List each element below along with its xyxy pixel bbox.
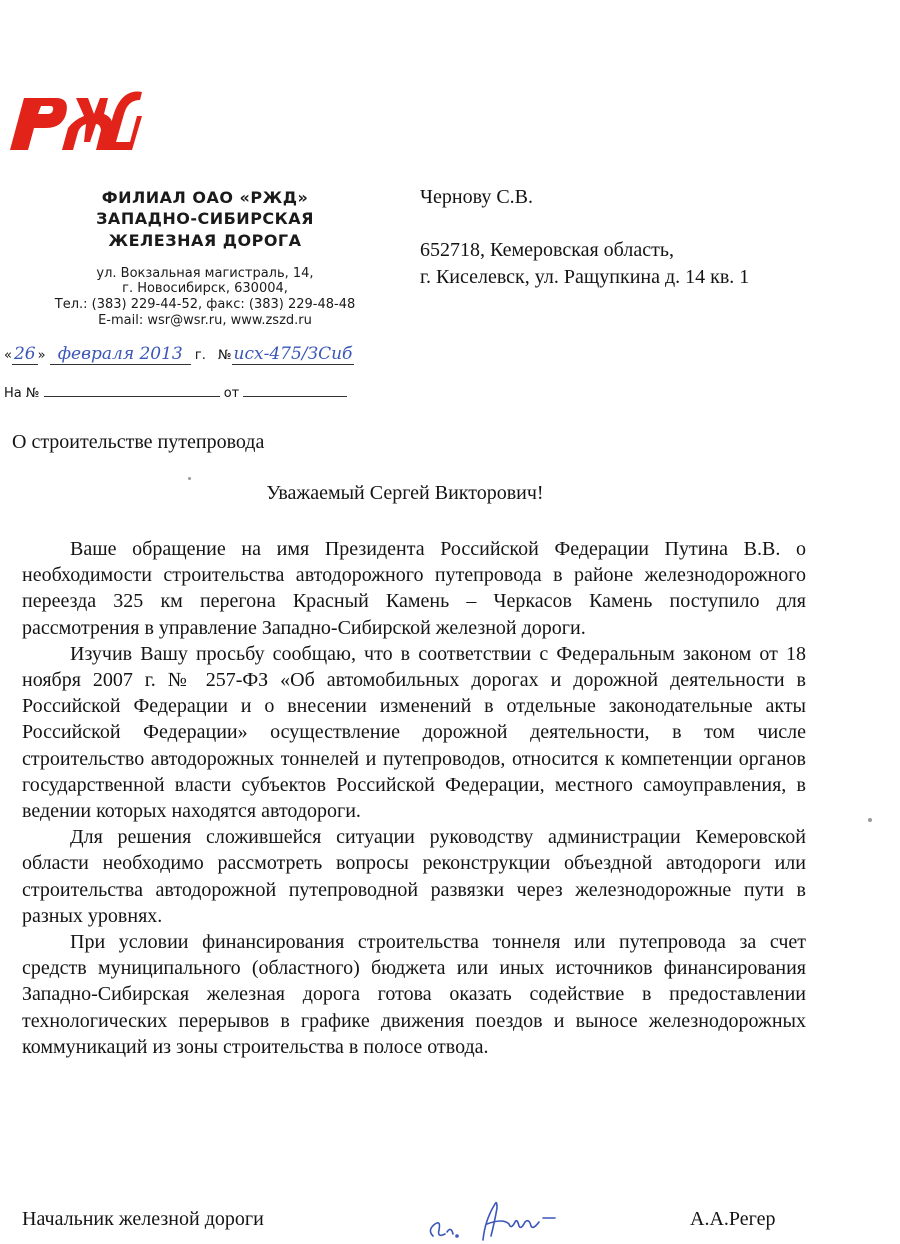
date-year-suffix: г. — [194, 348, 206, 363]
outgoing-number: исх-475/ЗСиб — [233, 344, 353, 364]
body-paragraph: Изучив Вашу просьбу сообщаю, что в соответствии с Федеральным законом от 18 ноября 2007 г. № 257-ФЗ «Об автомобильных дорогах и дорожной деятельности в Российской Федерации и о внесении изменений в отдельные законодательные акты Российской Федерации» осуществление дорожной деятельности, в том числе строительство автодорожных тоннелей и путепроводов, относится к компетенции органов государственной власти субъектов Российской Федерации, местного самоуправления, в ведении которых находятся автодороги. — [22, 642, 806, 823]
org-name-line1: ФИЛИАЛ ОАО «РЖД» — [101, 188, 309, 207]
org-address-line2: г. Новосибирск, 630004, — [122, 281, 288, 296]
handwritten-signature — [425, 1190, 575, 1244]
scan-speck — [188, 477, 191, 480]
rzd-logo — [4, 84, 142, 150]
body-paragraph: Для решения сложившейся ситуации руководству администрации Кемеровской области необходимо рассмотреть вопросы реконструкции объездной автодороги или строительства автодорожной путепроводной развязки через железнодорожные пути в разных уровнях. — [22, 826, 806, 927]
org-address-line1: ул. Вокзальная магистраль, 14, — [96, 266, 314, 281]
letter-body — [22, 536, 806, 1060]
body-paragraph: Ваше обращение на имя Президента Российской Федерации Путина В.В. о необходимости строительства автодорожного путепровода в районе железнодорожного переезда 325 км перегона Красный Камень – Черкасов Камень поступило для рассмотрения в управление Западно-Сибирской железной дороги. — [22, 538, 806, 639]
org-name-line2: ЗАПАДНО-СИБИРСКАЯ — [96, 209, 314, 228]
org-email-line: E-mail: wsr@wsr.ru, www.zszd.ru — [98, 313, 312, 328]
date-month-year: февраля 2013 — [50, 344, 191, 365]
scan-speck — [868, 818, 872, 822]
reference-line — [4, 384, 347, 401]
date-open-quote: « — [4, 348, 12, 363]
date-day: 26 — [13, 344, 36, 364]
ref-number-blank — [44, 384, 220, 397]
from-label: от — [223, 386, 240, 401]
letter-salutation: Уважаемый Сергей Викторович! — [266, 482, 544, 504]
registration-line — [4, 344, 354, 364]
signer-name: А.А.Регер — [690, 1208, 776, 1230]
date-close-quote: » — [37, 348, 46, 363]
body-paragraph: При условии финансирования строительства тоннеля или путепровода за счет средств муниципального (областного) бюджета или иных источников финансирования Западно-Сибирская железная дорога готова оказать содействие в предоставлении технологических перерывов в графике движения поездов и выносе железнодорожных коммуникаций из зоны строительства в полосе отвода. — [22, 931, 806, 1058]
ref-date-blank — [243, 384, 347, 397]
recipient-address-line2: г. Киселевск, ул. Ращупкина д. 14 кв. 1 — [420, 266, 750, 288]
recipient-address-line1: 652718, Кемеровская область, — [420, 239, 674, 261]
signer-title: Начальник железной дороги — [22, 1208, 264, 1230]
org-name-line3: ЖЕЛЕЗНАЯ ДОРОГА — [108, 231, 302, 250]
ref-label: На № — [4, 386, 40, 401]
letter-subject: О строительстве путепровода — [12, 431, 265, 453]
org-phone-line: Тел.: (383) 229-44-52, факс: (383) 229-48-48 — [54, 297, 356, 312]
recipient-name: Чернову С.В. — [420, 186, 534, 208]
number-label: № — [218, 348, 232, 363]
